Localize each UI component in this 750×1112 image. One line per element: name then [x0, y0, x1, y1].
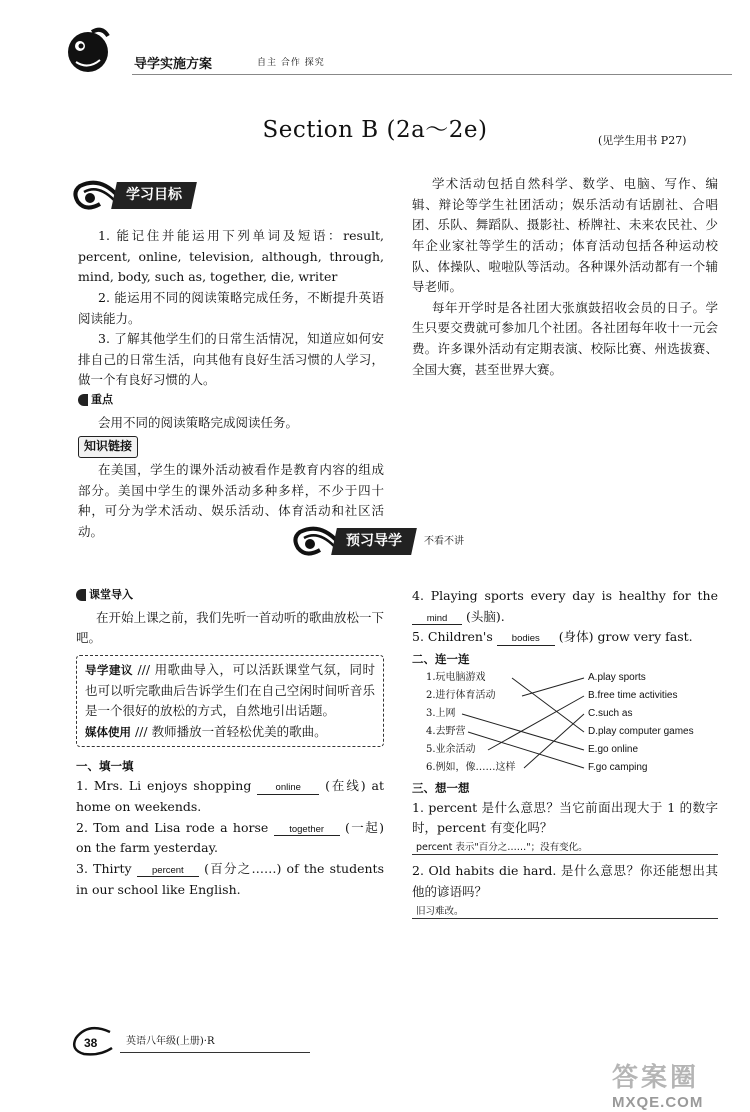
match-left-3: 3.上网 [426, 707, 456, 719]
knowledge-paragraph-3: 每年开学时是各社团大张旗鼓招收会员的日子。学生只要交费就可参加几个社团。各社团每年收十一元会费。许多课外活动有定期表演、校际比赛、州选拔赛、全国大赛，甚至世界大赛。 [412, 299, 718, 377]
advice-box: 导学建议 /// 用歌曲导入，可以活跃课堂气氛，同时也可以听完歌曲后告诉学生们在自己空闲时间听音乐是一个很好的放松的方式，自然地引出话题。 媒体使用 /// 教师播放一首轻松优美的歌曲。 [76, 655, 384, 748]
match-exercise [412, 669, 718, 779]
think-answer-1[interactable]: percent 表示"百分之……"；没有变化。 [412, 841, 718, 855]
fill-q4-answer[interactable]: mind [412, 613, 462, 625]
header-divider [132, 74, 732, 75]
header-subtitle: 自主 合作 探究 [257, 58, 325, 68]
fill-heading: 一、填一填 [76, 759, 134, 774]
fill-question-3 [76, 859, 384, 900]
think-answer-2[interactable]: 旧习难改。 [412, 905, 718, 919]
match-right-f: F.go camping [588, 761, 648, 773]
match-right-e: E.go online [588, 743, 639, 755]
goals-banner [70, 176, 194, 216]
preview-banner-note: 不看不讲 [424, 535, 464, 547]
page-footer [70, 1026, 310, 1054]
think-question-2: 2. Old habits die hard. 是什么意思？你还能想出其他的谚语吗？ [412, 863, 718, 899]
match-right-d: D.play computer games [588, 725, 694, 737]
classroom-section [76, 586, 384, 900]
fill-q2-hint: (一起) on the farm yesterday. [76, 819, 384, 856]
goal-item-2: 2. 能运用不同的阅读策略完成任务，不断提升英语阅读能力。 [78, 289, 384, 326]
knowledge-paragraph-2: 学术活动包括自然科学、数学、电脑、写作、编辑、辩论等学生社团活动；娱乐活动有话剧社、合唱团、乐队、舞蹈队、摄影社、桥牌社、未来农民社、少年企业家社等学生的活动；体育活动包括各种运动校队、体操队、啦啦队等活动。各种课外活动都有一个辅导老师。 [412, 176, 718, 295]
fill-q5-hint: (身体) grow very fast. [558, 629, 693, 645]
key-point-label: 重点 [78, 391, 113, 409]
fill-q1-answer[interactable]: online [257, 782, 319, 794]
match-left-4: 4.去野营 [426, 725, 466, 737]
think-question-1: 1. percent 是什么意思？当它前面出现大于 1 的数字时，percent 有变化吗？ [412, 799, 718, 836]
footer-divider [120, 1052, 310, 1053]
book-title: 英语八年级(上册)·R [126, 1036, 215, 1047]
knowledge-paragraph-1: 在美国，学生的课外活动被看作是教育内容的组成部分。美国中学生的课外活动多种多样，不少于四十种，可分为学术活动、娱乐活动、体育活动和社区活动。 [78, 462, 384, 539]
watermark-cn: 答案圈 [612, 1062, 700, 1092]
media-label: 媒体使用 [85, 724, 131, 739]
page-number: 38 [84, 1036, 98, 1050]
fill-q1-text: 1. Mrs. Li enjoys shopping [76, 778, 252, 794]
match-right-b: B.free time activities [588, 689, 678, 701]
match-left-column [426, 669, 516, 777]
fill-q4-hint: (头脑). [465, 608, 505, 624]
key-point-text: 会用不同的阅读策略完成阅读任务。 [98, 414, 299, 430]
match-left-5: 5.业余活动 [426, 743, 476, 755]
fill-q3-answer[interactable]: percent [137, 865, 199, 877]
match-line-6 [524, 714, 584, 768]
header-title: 导学实施方案 [134, 57, 213, 72]
classroom-intro-text: 在开始上课之前，我们先听一首动听的歌曲放松一下吧。 [76, 609, 384, 646]
match-left-1: 1.玩电脑游戏 [426, 671, 486, 683]
preview-banner-label: 预习导学 [346, 533, 402, 550]
fill-question-5 [412, 627, 718, 648]
match-right-a: A.play sports [588, 671, 646, 683]
goal-item-3: 3. 了解其他学生们的日常生活情况，知道应如何安排自己的日常生活，向其他有良好生活习惯的人学习，做一个有良好习惯的人。 [78, 331, 384, 388]
section-title: Section B (2a～2e) [262, 117, 488, 143]
fill-q3-hint: (百分之……) of the students in our school like English. [76, 860, 384, 897]
page-reference: (见学生用书 P27) [598, 134, 687, 147]
mascot-icon [62, 24, 114, 76]
match-left-2: 2.进行体育活动 [426, 689, 496, 701]
media-text: 教师播放一首轻松优美的歌曲。 [151, 723, 327, 739]
watermark [612, 1056, 703, 1112]
exercise-section [412, 586, 718, 925]
page-header [62, 10, 732, 76]
fill-question-2 [76, 818, 384, 859]
goal-item-1: 1. 能记住并能运用下列单词及短语：result, percent, online, television, although, through, mind, body, such as, together, die, writer [78, 228, 384, 285]
fill-q4-text: 4. Playing sports every day is healthy for the [412, 588, 718, 603]
fill-question-1 [76, 776, 384, 817]
preview-banner [290, 522, 464, 562]
fill-q2-text: 2. Tom and Lisa rode a horse [76, 819, 269, 835]
match-left-6: 6.例如，像……这样 [426, 761, 516, 773]
fill-q3-text: 3. Thirty [76, 860, 132, 876]
advice-label: 导学建议 [85, 662, 133, 677]
fill-q1-hint: (在线) at home on weekends. [76, 778, 384, 815]
fill-q2-answer[interactable]: together [274, 824, 340, 836]
goals-banner-label: 学习目标 [126, 187, 182, 204]
match-heading: 二、连一连 [412, 651, 470, 666]
match-right-column [588, 669, 694, 777]
fill-q5-answer[interactable]: bodies [497, 633, 555, 645]
match-right-c: C.such as [588, 707, 633, 719]
match-line-2 [522, 678, 584, 696]
fill-q5-text: 5. Children's [412, 629, 493, 645]
think-heading: 三、想一想 [412, 780, 470, 795]
watermark-en: MXQE.COM [612, 1093, 704, 1111]
knowledge-section [412, 174, 718, 380]
classroom-intro-label: 课堂导入 [76, 586, 133, 604]
goals-section [78, 226, 384, 543]
advice-text: 用歌曲导入，可以活跃课堂气氛，同时也可以听完歌曲后告诉学生们在自己空闲时间听音乐是一个很好的放松的方式，自然地引出话题。 [85, 661, 375, 719]
fill-question-4 [412, 586, 718, 627]
knowledge-link-label: 知识链接 [78, 436, 138, 458]
